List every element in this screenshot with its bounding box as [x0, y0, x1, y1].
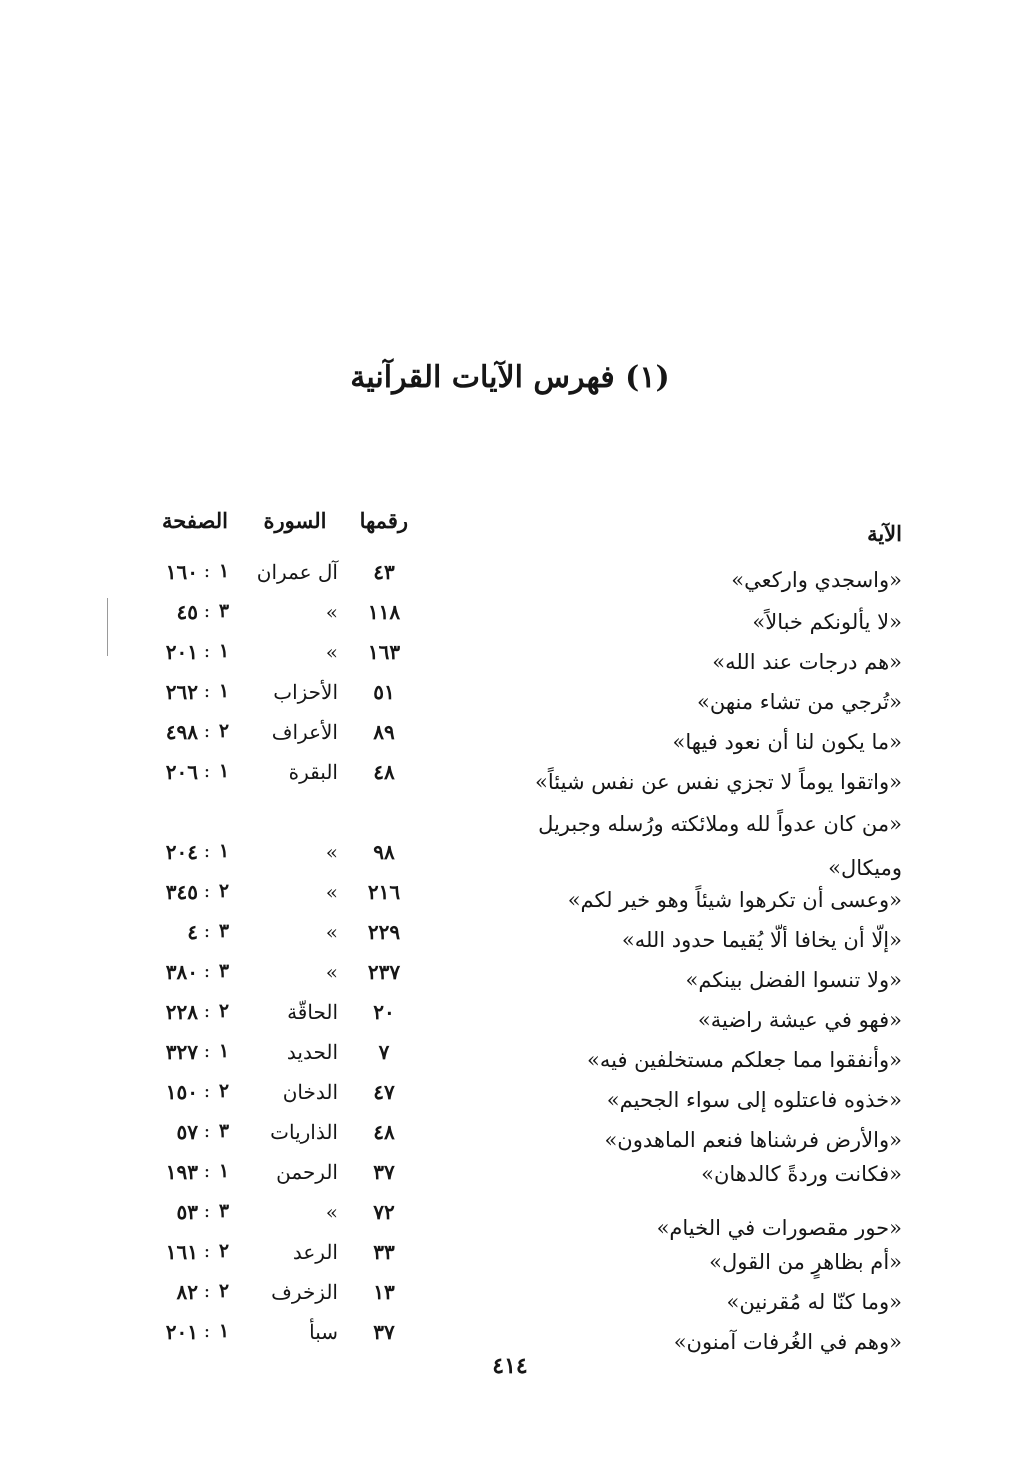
sura-name: الزخرف [271, 1280, 338, 1304]
volume-number: ٢ [218, 1240, 230, 1262]
aya-number: ٤٧ [373, 1080, 395, 1104]
aya-text: «واسجدي واركعي» [731, 568, 902, 592]
page-ref: ٥٣ [176, 1200, 198, 1224]
table-row [0, 1280, 1020, 1320]
aya-text: «إلّا أن يخافا ألّا يُقيما حدود الله» [621, 928, 902, 952]
table-row [0, 640, 1020, 680]
page-ref: ٢٠٦ [165, 760, 198, 784]
table-row [0, 840, 1020, 880]
aya-text: «حور مقصورات في الخيام» [656, 1216, 902, 1240]
table-row [0, 920, 1020, 960]
table-row [0, 960, 1020, 1000]
sura-name: الرحمن [276, 1160, 338, 1184]
table-row [0, 1000, 1020, 1040]
separator-colon: : [203, 720, 211, 742]
page-ref: ٣٤٥ [165, 880, 198, 904]
volume-number: ١ [218, 840, 230, 862]
separator-colon: : [203, 840, 211, 862]
page-ref: ١٦٠ [165, 560, 198, 584]
aya-text: «تُرجي من تشاء منهن» [697, 690, 902, 714]
page-ref: ٢٠١ [165, 1320, 198, 1344]
page-number: ٤١٤ [492, 1353, 528, 1379]
table-row [0, 1200, 1020, 1240]
aya-text: «فكانت وردةً كالدهان» [701, 1162, 902, 1186]
aya-number: ٥١ [373, 680, 395, 704]
aya-number: ٢١٦ [367, 880, 401, 904]
aya-number: ١٣ [373, 1280, 395, 1304]
aya-number: ٤٨ [373, 760, 395, 784]
separator-colon: : [203, 880, 211, 902]
separator-colon: : [203, 640, 211, 662]
aya-number: ٢٣٧ [367, 960, 401, 984]
header-sura: السورة [263, 508, 327, 533]
page-ref: ٤٩٨ [165, 720, 198, 744]
aya-number: ٧٢ [373, 1200, 395, 1224]
page-ref: ٤ [187, 920, 198, 944]
separator-colon: : [203, 1080, 211, 1102]
volume-number: ٢ [218, 1080, 230, 1102]
volume-number: ٢ [218, 880, 230, 902]
page-ref: ٤٥ [176, 600, 198, 624]
separator-colon: : [203, 1120, 211, 1142]
page-ref: ٣٢٧ [165, 1040, 198, 1064]
table-row [0, 1160, 1020, 1200]
volume-number: ١ [218, 680, 230, 702]
separator-colon: : [203, 1000, 211, 1022]
table-row [0, 800, 1020, 840]
separator-colon: : [203, 680, 211, 702]
volume-number: ٣ [218, 920, 230, 942]
sura-name: الذاريات [270, 1120, 338, 1144]
volume-number: ٣ [218, 1200, 230, 1222]
aya-text: «وأنفقوا مما جعلكم مستخلفين فيه» [587, 1048, 902, 1072]
table-row [0, 600, 1020, 640]
aya-number: ٣٣ [373, 1240, 395, 1264]
volume-number: ٣ [218, 600, 230, 622]
aya-number: ٧ [378, 1040, 390, 1064]
page-ref: ٥٧ [176, 1120, 198, 1144]
sura-name: البقرة [288, 760, 338, 784]
volume-number: ١ [218, 1320, 230, 1342]
separator-colon: : [203, 1160, 211, 1182]
page-ref: ٢٢٨ [165, 1000, 198, 1024]
aya-number: ٨٩ [373, 720, 395, 744]
aya-text: وميكال» [828, 856, 902, 880]
aya-text: «فهو في عيشة راضية» [697, 1008, 902, 1032]
volume-number: ١ [218, 560, 230, 582]
volume-number: ٢ [218, 720, 230, 742]
volume-number: ١ [218, 640, 230, 662]
separator-colon: : [203, 600, 211, 622]
volume-number: ٣ [218, 960, 230, 982]
table-row [0, 1240, 1020, 1280]
aya-number: ٤٣ [373, 560, 395, 584]
aya-text: «ما يكون لنا أن نعود فيها» [672, 730, 902, 754]
aya-text: «وعسى أن تكرهوا شيئاً وهو خير لكم» [567, 888, 902, 912]
sura-name: الحاقّة [287, 1000, 338, 1024]
page-title: (١) فهرس الآيات القرآنية [350, 360, 670, 395]
volume-number: ٣ [218, 1120, 230, 1142]
aya-text: «وهم في الغُرفات آمنون» [673, 1330, 902, 1354]
separator-colon: : [203, 1280, 211, 1302]
volume-number: ٢ [218, 1000, 230, 1022]
page-ref: ١٥٠ [165, 1080, 198, 1104]
table-row [0, 720, 1020, 760]
volume-number: ١ [218, 1040, 230, 1062]
page-ref: ١٦١ [165, 1240, 198, 1264]
sura-name: الأحزاب [273, 680, 338, 704]
aya-number: ١١٨ [367, 600, 401, 624]
aya-number: ٤٨ [373, 1120, 395, 1144]
table-row [0, 680, 1020, 720]
sura-name: » [325, 840, 338, 864]
sura-name: الأعراف [271, 720, 338, 744]
sura-name: سبأ [309, 1320, 338, 1344]
header-number: رقمها [359, 508, 408, 533]
sura-name: » [325, 600, 338, 624]
separator-colon: : [203, 1040, 211, 1062]
aya-text: «هم درجات عند الله» [712, 650, 902, 674]
sura-name: » [325, 960, 338, 984]
separator-colon: : [203, 760, 211, 782]
aya-text: «وما كنّا له مُقرنين» [726, 1290, 902, 1314]
page-ref: ٢٠١ [165, 640, 198, 664]
separator-colon: : [203, 560, 211, 582]
aya-text: «ولا تنسوا الفضل بينكم» [685, 968, 902, 992]
separator-colon: : [203, 1200, 211, 1222]
aya-text: «أم بظاهرٍ من القول» [709, 1250, 902, 1274]
aya-text: «لا يألونكم خبالاً» [752, 610, 902, 634]
header-page: الصفحة [162, 508, 228, 533]
sura-name: الرعد [292, 1240, 338, 1264]
page-ref: ٢٠٤ [165, 840, 198, 864]
sura-name: » [325, 920, 338, 944]
separator-colon: : [203, 1320, 211, 1342]
table-row [0, 1040, 1020, 1080]
page-ref: ٢٦٢ [165, 680, 198, 704]
sura-name: » [325, 640, 338, 664]
page-ref: ٣٨٠ [165, 960, 198, 984]
table-row [0, 560, 1020, 600]
aya-number: ٢٢٩ [367, 920, 401, 944]
table-row [0, 1080, 1020, 1120]
sura-name: الحديد [286, 1040, 338, 1064]
page-ref: ٨٢ [176, 1280, 198, 1304]
volume-number: ٢ [218, 1280, 230, 1302]
aya-text: «من كان عدواً لله وملائكته ورُسله وجبريل [538, 812, 902, 836]
aya-text: «والأرض فرشناها فنعم الماهدون» [604, 1128, 902, 1152]
table-row [0, 880, 1020, 920]
sura-name: آل عمران [256, 560, 338, 584]
aya-text: «خذوه فاعتلوه إلى سواء الجحيم» [606, 1088, 902, 1112]
header-aya: الآية [867, 521, 902, 546]
aya-number: ٢٠ [373, 1000, 395, 1024]
aya-number: ١٦٣ [367, 640, 401, 664]
aya-number: ٩٨ [373, 840, 395, 864]
table-row [0, 760, 1020, 800]
page-ref: ١٩٣ [165, 1160, 198, 1184]
aya-number: ٣٧ [373, 1320, 395, 1344]
sura-name: » [325, 1200, 338, 1224]
sura-name: الدخان [282, 1080, 338, 1104]
table-row [0, 1120, 1020, 1160]
aya-text: «واتقوا يوماً لا تجزي نفس عن نفس شيئاً» [535, 770, 902, 794]
separator-colon: : [203, 920, 211, 942]
sura-name: » [325, 880, 338, 904]
separator-colon: : [203, 1240, 211, 1262]
separator-colon: : [203, 960, 211, 982]
volume-number: ١ [218, 1160, 230, 1182]
volume-number: ١ [218, 760, 230, 782]
aya-number: ٣٧ [373, 1160, 395, 1184]
